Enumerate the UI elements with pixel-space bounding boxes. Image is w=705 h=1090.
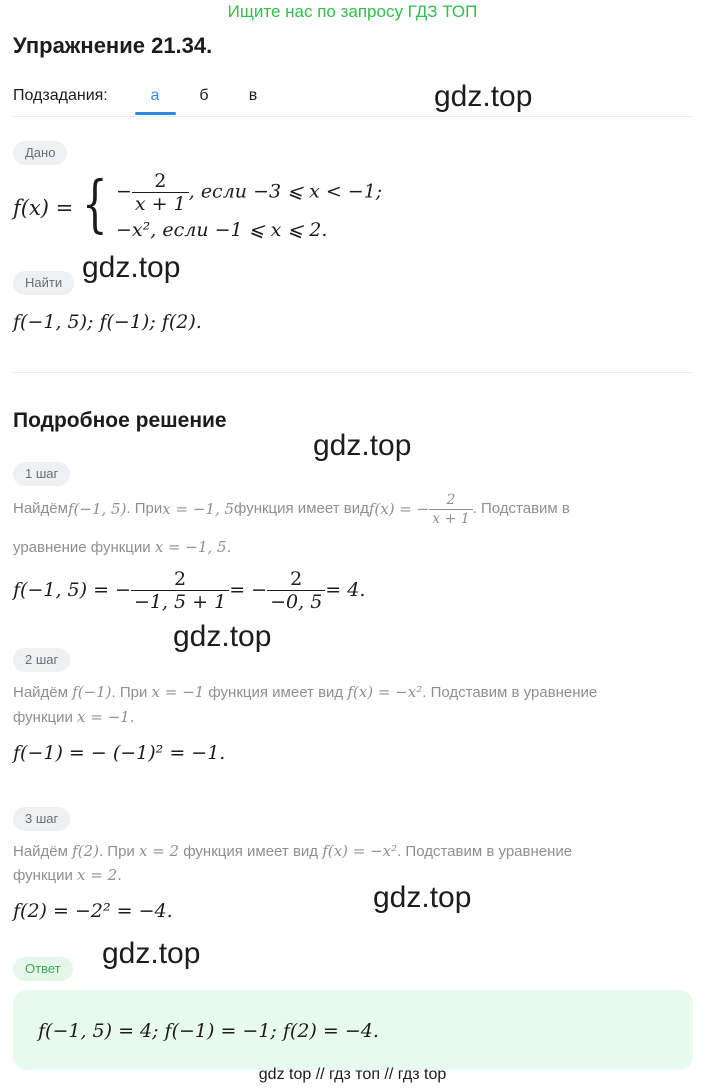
step3-equation: f(2) = −2² = −4. <box>13 900 173 922</box>
step1-text-line1: Найдём f(−1, 5) . При x = −1, 5 функция имеет вид f(x) = − $\frac{2}{x + 1}$ . Подставим в <box>13 491 570 527</box>
tab-v[interactable]: в <box>248 87 258 104</box>
given-case1: − $\frac{2}{x + 1}$ , если −3 ⩽ x < −1; <box>116 170 383 215</box>
page-title: Упражнение 21.34. <box>13 33 213 58</box>
watermark: gdz.top <box>102 937 201 970</box>
watermark: gdz.top <box>434 80 533 113</box>
step3-text-line1: Найдём f(2). При x = 2 функция имеет вид f(x) = −x². Подставим в уравнение <box>13 842 573 860</box>
step1-text-line2: уравнение функции x = −1, 5. <box>13 538 232 556</box>
find-expression: f(−1, 5); f(−1); f(2). <box>13 311 202 333</box>
step2-text-line1: Найдём f(−1). При x = −1 функция имеет вид f(x) = −x². Подставим в уравнение <box>13 683 598 701</box>
step1-pill: 1 шаг <box>13 462 70 486</box>
step1-equation: f(−1, 5) = − $\frac{2}{-1, 5 + 1}$ = − $\frac{2}{-0, 5}$ = 4. <box>13 567 366 613</box>
given-case2: −x², если −1 ⩽ x ⩽ 2. <box>116 219 328 241</box>
section-divider <box>13 372 693 373</box>
subtasks-divider <box>13 116 693 117</box>
piecewise-brace: { <box>82 167 108 240</box>
watermark: gdz.top <box>82 251 181 284</box>
step2-text-line2: функции x = −1. <box>13 708 135 726</box>
watermark: gdz.top <box>313 429 412 462</box>
subtasks-label: Подзадания: <box>13 87 108 104</box>
find-pill: Найти <box>13 271 74 295</box>
given-pill: Дано <box>13 141 67 165</box>
tab-a[interactable]: а <box>150 87 160 104</box>
step2-equation: f(−1) = − (−1)² = −1. <box>13 742 226 764</box>
active-tab-indicator <box>135 112 176 115</box>
footer-links: gdz top // гдз топ // гдз top <box>258 1066 447 1083</box>
answer-pill: Ответ <box>13 957 73 981</box>
watermark: gdz.top <box>173 620 272 653</box>
given-fx: f(x) = <box>13 196 74 220</box>
watermark: gdz.top <box>373 881 472 914</box>
step3-text-line2: функции x = 2. <box>13 866 122 884</box>
tab-b[interactable]: б <box>199 87 209 104</box>
search-banner: Ищите нас по запросу ГДЗ ТОП <box>227 2 478 21</box>
answer-expression: f(−1, 5) = 4; f(−1) = −1; f(2) = −4. <box>38 1020 379 1042</box>
step2-pill: 2 шаг <box>13 648 70 672</box>
solution-heading: Подробное решение <box>13 409 227 432</box>
step3-pill: 3 шаг <box>13 807 70 831</box>
